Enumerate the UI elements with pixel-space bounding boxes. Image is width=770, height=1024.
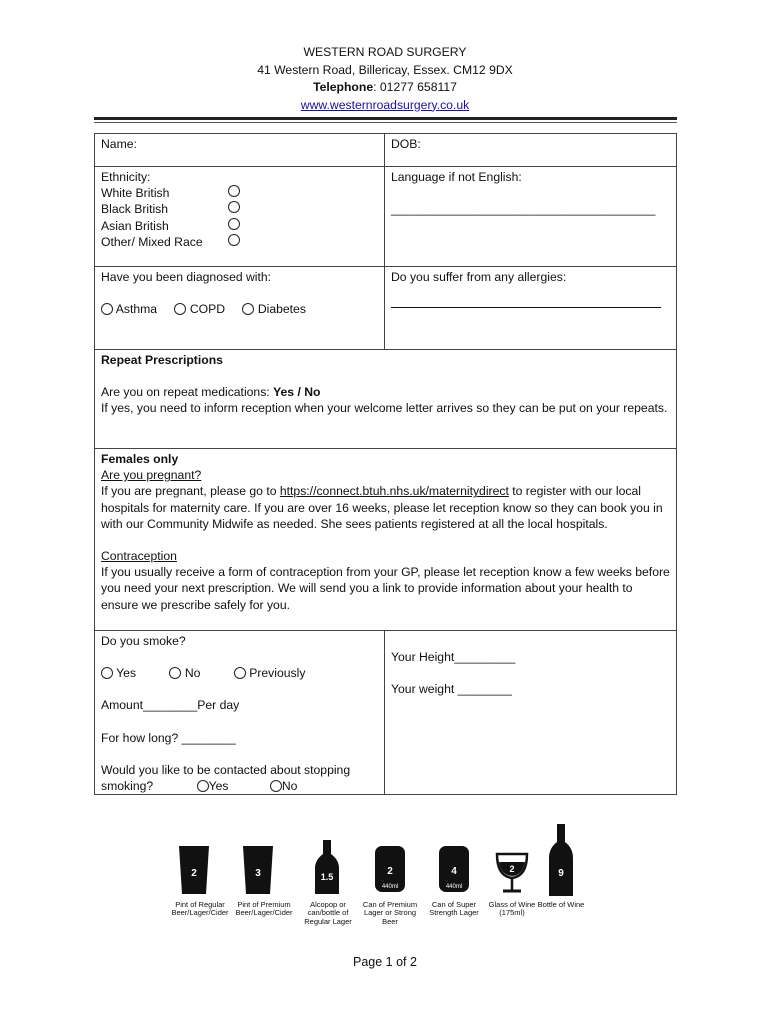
diagnosis-label: Have you been diagnosed with: bbox=[101, 270, 272, 284]
can-icon bbox=[359, 832, 421, 898]
smoking-section bbox=[95, 631, 385, 794]
diagnosis-section bbox=[95, 267, 385, 349]
page-number: Page 1 of 2 bbox=[353, 955, 417, 969]
repeat-prescriptions-section bbox=[95, 350, 676, 448]
contact-yes-radio[interactable] bbox=[197, 780, 209, 792]
surgery-telephone bbox=[0, 79, 770, 97]
height-field[interactable]: Your Height_________ bbox=[391, 650, 516, 664]
surgery-address: 41 Western Road, Billericay, Essex. CM12 9DX bbox=[257, 62, 513, 77]
drink-label: Can of Premium Lager or Strong Beer bbox=[362, 899, 418, 926]
dob-label: DOB: bbox=[391, 137, 421, 151]
drink-alcopop bbox=[297, 832, 359, 926]
ethnicity-section bbox=[95, 167, 385, 266]
contact-yes-label: Yes bbox=[208, 779, 229, 794]
ethnicity-option-label: Black British bbox=[101, 202, 169, 217]
ethnicity-row bbox=[95, 166, 676, 266]
can-icon bbox=[423, 832, 485, 898]
name-label: Name: bbox=[101, 137, 137, 151]
repeat-title: Repeat Prescriptions bbox=[101, 353, 223, 367]
drink-label: Can of Super Strength Lager bbox=[429, 899, 479, 917]
asthma-label: Asthma bbox=[115, 302, 158, 317]
repeat-info: If yes, you need to inform reception when your welcome letter arrives so they can be put on your repeats. bbox=[101, 401, 668, 416]
females-row bbox=[95, 448, 676, 630]
header-rule bbox=[94, 117, 677, 120]
drink-label: Alcopop or can/bottle of Regular Lager bbox=[304, 899, 352, 926]
allergies-section bbox=[385, 267, 676, 349]
smoke-yes-label: Yes bbox=[116, 666, 137, 681]
ethnicity-radio-white-british[interactable] bbox=[228, 185, 240, 197]
copd-label: COPD bbox=[189, 302, 226, 317]
allergies-label: Do you suffer from any allergies: bbox=[391, 270, 567, 284]
pint-glass-icon bbox=[165, 832, 235, 898]
name-dob-row bbox=[95, 134, 676, 166]
drink-units-value: 4 bbox=[451, 866, 457, 877]
copd-radio[interactable] bbox=[174, 303, 186, 315]
smoke-previously-label: Previously bbox=[249, 666, 306, 681]
asthma-radio[interactable] bbox=[101, 303, 113, 315]
pregnant-text bbox=[101, 483, 670, 532]
allergies-input[interactable] bbox=[391, 307, 661, 308]
drink-label: Bottle of Wine bbox=[537, 899, 585, 909]
drink-units-value: 1.5 bbox=[320, 872, 334, 882]
smoke-previously-radio[interactable] bbox=[234, 667, 246, 679]
females-section bbox=[95, 449, 676, 630]
language-section bbox=[385, 167, 676, 266]
drink-pint-premium bbox=[229, 832, 299, 918]
repeat-yes-no[interactable]: Yes / No bbox=[273, 385, 321, 400]
repeat-question: Are you on repeat medications: bbox=[101, 385, 274, 400]
can-size: 440ml bbox=[445, 884, 463, 890]
pregnant-text-end: to register with our local hospitals for maternity care. If you are over 16 weeks, please let reception know so they can book you in with our Community Midwife as needed. She sees patients registered at all the local hospitals. bbox=[101, 484, 663, 531]
drink-units-value: 2 bbox=[387, 866, 393, 877]
drink-can-super bbox=[423, 832, 485, 918]
contact-no-label: No bbox=[281, 779, 298, 794]
dob-field[interactable] bbox=[385, 134, 676, 166]
smoke-duration-field[interactable]: For how long? ________ bbox=[101, 730, 236, 745]
pregnant-text-start: If you are pregnant, please go to bbox=[101, 484, 280, 499]
drink-units-value: 3 bbox=[255, 868, 261, 879]
drink-label: Pint of Regular Beer/Lager/Cider bbox=[171, 899, 229, 917]
stop-smoking-question: Would you like to be contacted about stopping bbox=[101, 762, 351, 777]
drink-can-premium bbox=[359, 832, 421, 926]
ethnicity-label: Ethnicity: bbox=[101, 170, 151, 184]
wine-glass-icon bbox=[483, 832, 541, 898]
telephone-label: Telephone bbox=[313, 80, 374, 94]
wine-bottle-icon bbox=[535, 822, 587, 898]
pint-glass-icon bbox=[229, 832, 299, 898]
smoke-amount-field[interactable]: Amount________Per day bbox=[101, 698, 240, 713]
surgery-header bbox=[0, 44, 770, 114]
repeat-prescriptions-row bbox=[95, 349, 676, 448]
drink-pint-regular bbox=[165, 832, 235, 918]
diagnosis-row bbox=[95, 266, 676, 349]
diabetes-label: Diabetes bbox=[257, 302, 306, 317]
ethnicity-radio-other-mixed[interactable] bbox=[228, 234, 240, 246]
drink-wine-glass bbox=[483, 832, 541, 918]
stop-smoking-question-end: smoking? bbox=[101, 779, 154, 794]
ethnicity-option-label: Other/ Mixed Race bbox=[101, 234, 203, 249]
smoke-question: Do you smoke? bbox=[101, 634, 186, 648]
contraception-heading: Contraception bbox=[101, 549, 177, 564]
drink-units-value: 2 bbox=[191, 868, 197, 879]
contact-no-radio[interactable] bbox=[270, 780, 282, 792]
contraception-text: If you usually receive a form of contraception from your GP, please let reception know a few weeks before you need your next prescription. We will send you a link to provide information about your health to ensure we prescribe safely for you. bbox=[101, 565, 670, 612]
smoke-yes-radio[interactable] bbox=[101, 667, 113, 679]
smoking-row bbox=[95, 630, 676, 794]
maternity-link[interactable]: https://connect.btuh.nhs.uk/maternitydirect bbox=[279, 484, 509, 499]
drink-units-value: 9 bbox=[558, 868, 564, 879]
females-title: Females only bbox=[101, 452, 179, 466]
ethnicity-radio-asian-british[interactable] bbox=[228, 218, 240, 230]
smoke-no-radio[interactable] bbox=[169, 667, 181, 679]
alcopop-bottle-icon bbox=[297, 832, 359, 898]
language-input[interactable]: _______________________________________ bbox=[391, 202, 656, 217]
diabetes-radio[interactable] bbox=[242, 303, 254, 315]
name-field[interactable] bbox=[95, 134, 385, 166]
header-rule-thin bbox=[94, 122, 677, 123]
telephone-number: : 01277 658117 bbox=[373, 80, 457, 94]
ethnicity-option-label: White British bbox=[101, 186, 170, 201]
smoke-no-label: No bbox=[184, 666, 201, 681]
language-label: Language if not English: bbox=[391, 170, 522, 184]
drink-label: Glass of Wine (175ml) bbox=[488, 899, 536, 917]
drink-units-value: 2 bbox=[509, 864, 515, 874]
can-size: 440ml bbox=[381, 884, 399, 890]
website-link[interactable]: www.westernroadsurgery.co.uk bbox=[300, 97, 470, 112]
alcohol-units-graphic bbox=[165, 832, 585, 932]
weight-field[interactable]: Your weight ________ bbox=[391, 682, 512, 697]
ethnicity-option-label: Asian British bbox=[101, 218, 169, 233]
registration-form bbox=[94, 133, 677, 795]
pregnant-heading: Are you pregnant? bbox=[101, 468, 202, 483]
ethnicity-radio-black-british[interactable] bbox=[228, 201, 240, 213]
body-measurements-section bbox=[385, 631, 676, 794]
drink-label: Pint of Premium Beer/Lager/Cider bbox=[235, 899, 293, 917]
surgery-name: WESTERN ROAD SURGERY bbox=[303, 45, 467, 59]
drink-wine-bottle bbox=[535, 832, 587, 909]
